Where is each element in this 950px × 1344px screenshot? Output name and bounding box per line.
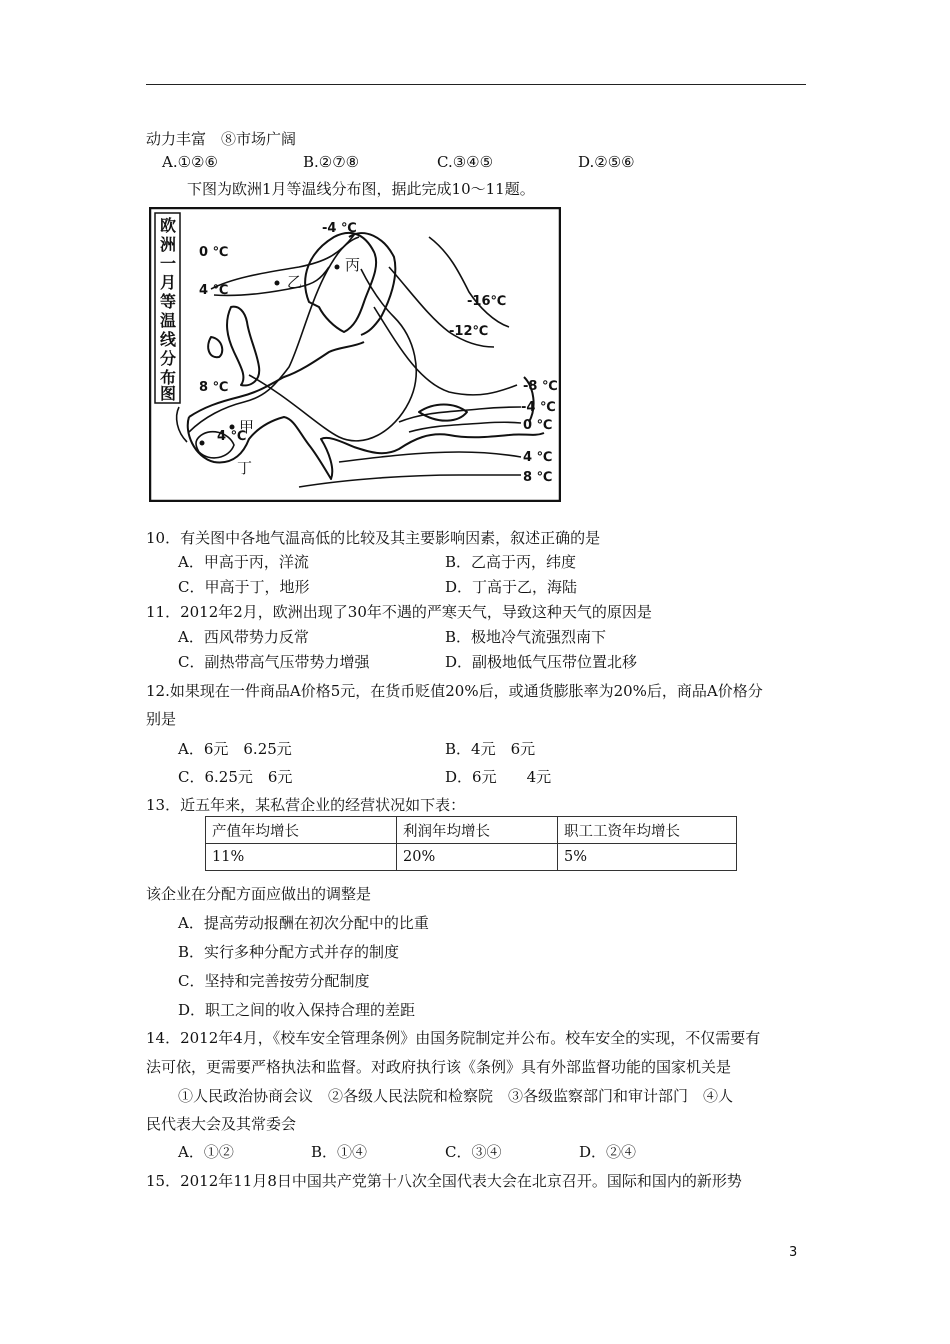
map-title-char: 一 bbox=[159, 254, 177, 273]
map-title-char: 等 bbox=[159, 292, 177, 311]
q11-option-b: B．极地冷气流强烈南下 bbox=[445, 628, 607, 646]
page-number: 3 bbox=[789, 1245, 798, 1260]
table-header-cell: 利润年均增长 bbox=[397, 817, 558, 844]
place-dot-yi bbox=[275, 281, 280, 286]
iso-label: 0 ℃ bbox=[199, 245, 229, 260]
place-label: 乙 bbox=[287, 273, 303, 291]
map-title-char: 洲 bbox=[159, 235, 177, 254]
q9-option-c: C.③④⑤ bbox=[437, 153, 494, 171]
table-row bbox=[206, 844, 737, 871]
q12-option-b: B．4元 6元 bbox=[445, 740, 536, 758]
q13-question: 该企业在分配方面应做出的调整是 bbox=[146, 885, 372, 903]
q9-option-b: B.②⑦⑧ bbox=[303, 153, 360, 171]
q13-option-c: C．坚持和完善按劳分配制度 bbox=[178, 972, 370, 990]
map-title-char: 温 bbox=[159, 311, 177, 330]
iso-label: -12℃ bbox=[449, 324, 489, 339]
q10-option-d: D．丁高于乙，海陆 bbox=[445, 578, 578, 596]
map-title-char: 布 bbox=[159, 368, 177, 387]
q15-line1: 15．2012年11月8日中国共产党第十八次全国代表大会在北京召开。国际和国内的新形势 bbox=[146, 1172, 742, 1190]
iso-label: -4 ℃ bbox=[521, 400, 556, 415]
q12-option-a: A．6元 6.25元 bbox=[178, 740, 292, 758]
q10-option-c: C．甲高于丁，地形 bbox=[178, 578, 310, 596]
iso-label: 4 ℃ bbox=[199, 283, 229, 298]
q14-option-c: C．③④ bbox=[445, 1143, 502, 1161]
place-label: 甲 bbox=[239, 418, 255, 436]
q11-option-d: D．副极地低气压带位置北移 bbox=[445, 653, 638, 671]
q9-tail-text: 动力丰富 ⑧市场广阔 bbox=[146, 130, 297, 148]
q12-option-d: D．6元 4元 bbox=[445, 768, 552, 786]
map-title-char: 图 bbox=[159, 384, 177, 403]
header-rule bbox=[146, 84, 806, 85]
q10-option-a: A．甲高于丙，洋流 bbox=[178, 553, 309, 571]
map-intro: 下图为欧洲1月等温线分布图，据此完成10～11题。 bbox=[187, 180, 535, 198]
iso-label: 8 ℃ bbox=[199, 380, 229, 395]
table-cell: 5% bbox=[558, 844, 737, 871]
table-header-cell: 产值年均增长 bbox=[206, 817, 397, 844]
iso-label: -16℃ bbox=[467, 294, 507, 309]
q14-line3: ①人民政治协商会议 ②各级人民法院和检察院 ③各级监察部门和审计部门 ④人 bbox=[178, 1087, 734, 1105]
q13-option-b: B．实行多种分配方式并存的制度 bbox=[178, 943, 400, 961]
q11-stem: 11．2012年2月，欧洲出现了30年不遇的严寒天气，导致这种天气的原因是 bbox=[146, 603, 652, 621]
iso-label: 4 ℃ bbox=[217, 429, 247, 444]
iso-label: -4 ℃ bbox=[322, 221, 357, 236]
europe-isotherm-map bbox=[149, 207, 561, 502]
q10-stem: 10．有关图中各地气温高低的比较及其主要影响因素，叙述正确的是 bbox=[146, 529, 601, 547]
q11-option-c: C．副热带高气压带势力增强 bbox=[178, 653, 370, 671]
q11-option-a: A．西风带势力反常 bbox=[178, 628, 309, 646]
map-title-char: 线 bbox=[159, 330, 177, 349]
table-cell: 11% bbox=[206, 844, 397, 871]
q12-stem-line1: 12.如果现在一件商品A价格5元，在货币贬值20%后，或通货膨胀率为20%后，商品A价格分 bbox=[146, 682, 763, 700]
q13-option-d: D．职工之间的收入保持合理的差距 bbox=[178, 1001, 416, 1019]
q14-line1: 14．2012年4月，《校车安全管理条例》由国务院制定并公布。校车安全的实现，不仅需要有 bbox=[146, 1029, 761, 1047]
iso-label: 4 ℃ bbox=[523, 450, 553, 465]
table-row bbox=[206, 817, 737, 844]
q14-line2: 法可依，更需要严格执法和监督。对政府执行该《条例》具有外部监督功能的国家机关是 bbox=[146, 1058, 732, 1076]
q13-option-a: A．提高劳动报酬在初次分配中的比重 bbox=[178, 914, 429, 932]
q13-table bbox=[205, 816, 737, 871]
q13-stem: 13．近五年来，某私营企业的经营状况如下表： bbox=[146, 796, 466, 814]
q10-option-b: B．乙高于丙，纬度 bbox=[445, 553, 577, 571]
table-cell: 20% bbox=[397, 844, 558, 871]
q14-line4: 民代表大会及其常委会 bbox=[146, 1115, 297, 1133]
iso-label: 0 ℃ bbox=[523, 418, 553, 433]
map-title-char: 分 bbox=[159, 349, 177, 368]
place-label: 丁 bbox=[237, 459, 253, 477]
q14-option-a: A．①② bbox=[178, 1143, 234, 1161]
iso-label: -8 ℃ bbox=[523, 379, 558, 394]
iso-label: 8 ℃ bbox=[523, 470, 553, 485]
q14-option-b: B．①④ bbox=[311, 1143, 368, 1161]
q14-option-d: D．②④ bbox=[579, 1143, 637, 1161]
map-title-char: 月 bbox=[159, 273, 177, 292]
place-dot-bing bbox=[335, 265, 340, 270]
table-header-cell: 职工工资年均增长 bbox=[558, 817, 737, 844]
q12-option-c: C．6.25元 6元 bbox=[178, 768, 293, 786]
place-dot-jia bbox=[230, 425, 235, 430]
q9-option-a: A.①②⑥ bbox=[162, 153, 218, 171]
place-label: 丙 bbox=[345, 256, 361, 274]
q12-stem-line2: 别是 bbox=[146, 710, 177, 728]
map-title-char: 欧 bbox=[159, 216, 177, 235]
place-dot-ding bbox=[200, 441, 205, 446]
q9-option-d: D.②⑤⑥ bbox=[578, 153, 635, 171]
